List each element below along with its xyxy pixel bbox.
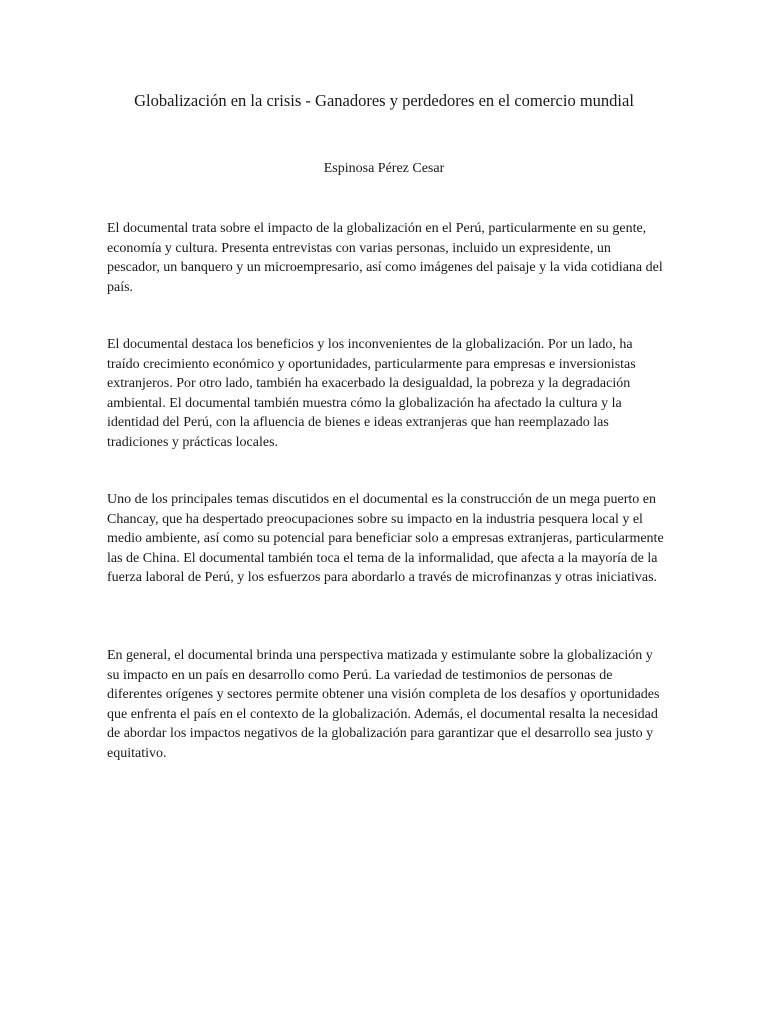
paragraph-4: En general, el documental brinda una perspectiva matizada y estimulante sobre la globalización y su impacto en un país en desarrollo como Perú. La variedad de testimonios de personas de diferentes orígenes y sectores permite obtener una visión completa de los desafíos y oportunidades que enfrenta el país en el contexto de la globalización. Además, el documental resalta la necesidad de abordar los impactos negativos de la globalización para garantizar que el desarrollo sea justo y equitativo. <box>107 648 660 761</box>
paragraph-3: Uno de los principales temas discutidos en el documental es la construcción de un mega puerto en Chancay, que ha despertado preocupaciones sobre su impacto en la industria pesquera local y el medio ambiente, así como su potencial para beneficiar solo a empresas extranjeras, particularmente las de China. El documental también toca el tema de la informalidad, que afecta a la mayoría de la fuerza laboral de Perú, y los esfuerzos para abordarlo a través de microfinanzas y otras iniciativas. <box>107 492 664 585</box>
paragraph-1: El documental trata sobre el impacto de la globalización en el Perú, particularmente en su gente, economía y cultura. Presenta entrevistas con varias personas, incluido un expresidente, un pescador, un banquero y un microempresario, así como imágenes del paisaje y la vida cotidiana del país. <box>107 221 663 295</box>
document-title: Globalización en la crisis - Ganadores y perdedores en el comercio mundial <box>134 91 634 110</box>
document-author: Espinosa Pérez Cesar <box>323 161 445 176</box>
paragraph-2: El documental destaca los beneficios y los inconvenientes de la globalización. Por un lado, ha traído crecimiento económico y oportunidades, particularmente para empresas e inversionistas extranjeros. Por otro lado, también ha exacerbado la desigualdad, la pobreza y la degradación ambiental. El documental también muestra cómo la globalización ha afectado la cultura y la identidad del Perú, con la afluencia de bienes e ideas extranjeras que han reemplazado las tradiciones y prácticas locales. <box>107 337 636 450</box>
